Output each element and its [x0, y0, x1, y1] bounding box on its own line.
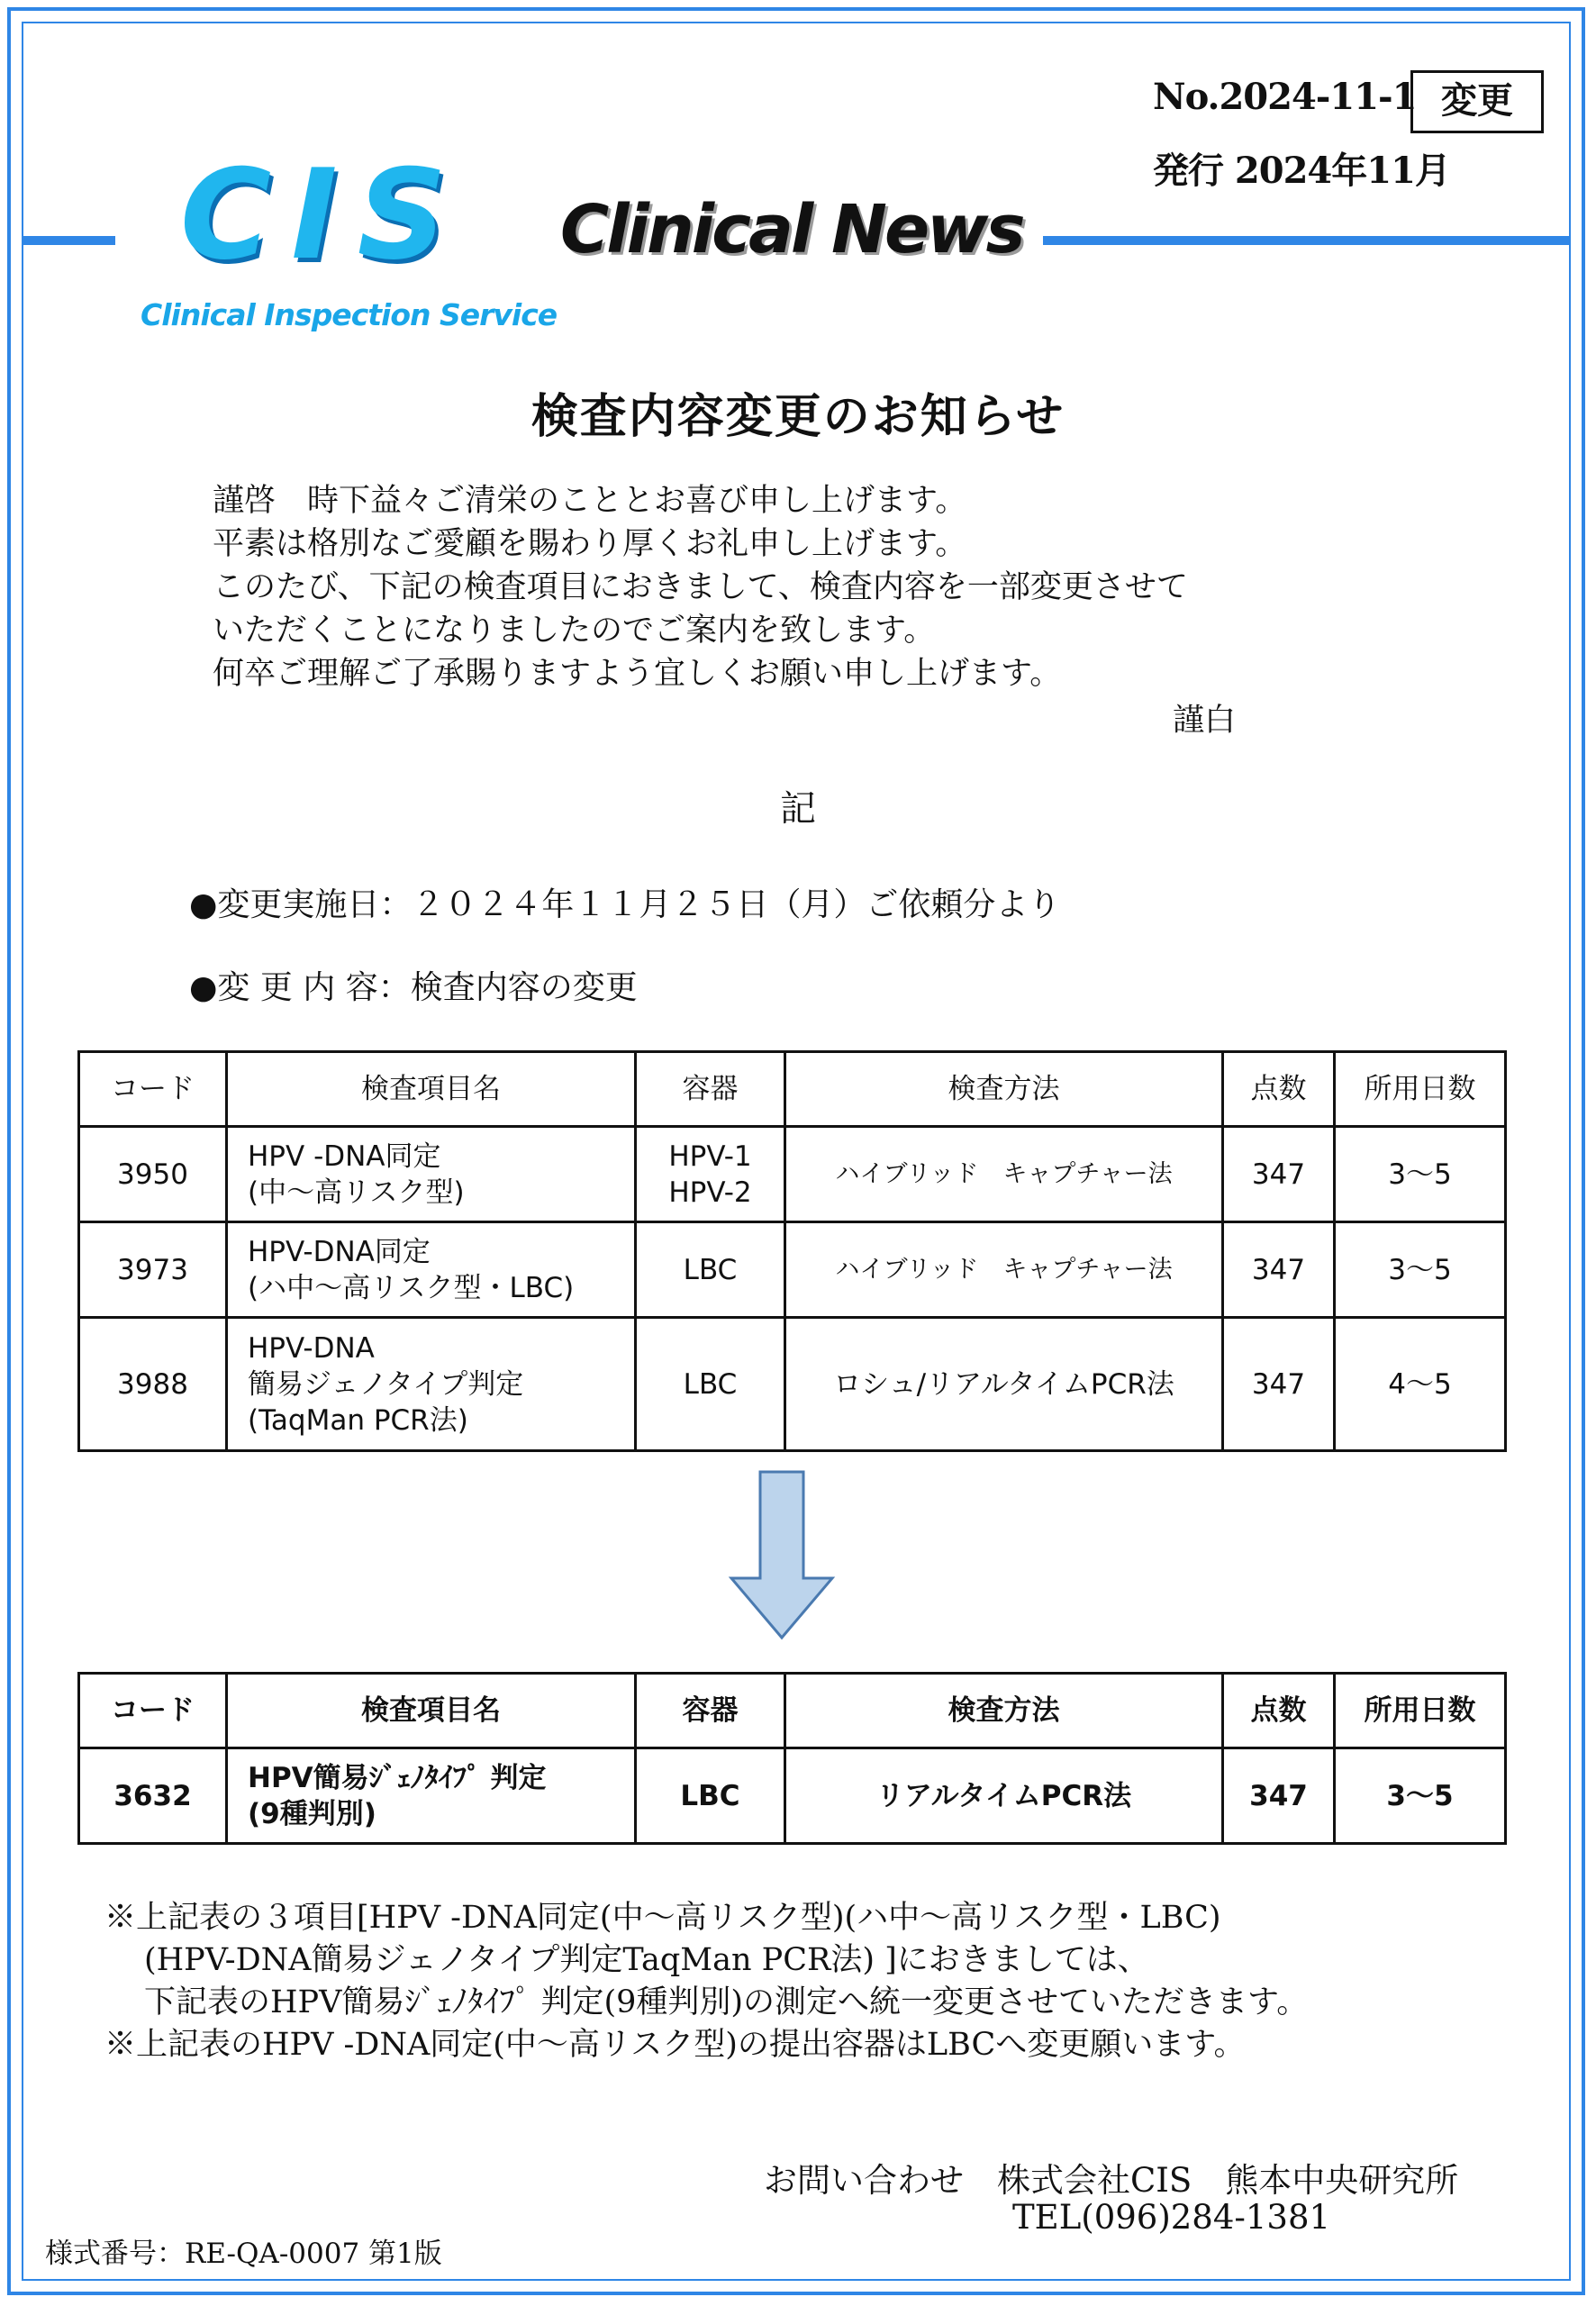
days-cell: 4～5	[1335, 1318, 1506, 1451]
closing-word: 謹白	[1173, 703, 1237, 739]
method-cell: リアルタイムPCR法	[785, 1748, 1223, 1844]
issue-date: 発行 2024年11月	[1153, 150, 1450, 192]
points-cell: 347	[1223, 1748, 1335, 1844]
test-name-cell	[227, 1222, 636, 1318]
change-content: ●変 更 内 容：検査内容の変更	[189, 969, 638, 1006]
test-name-line: HPV -DNA同定	[248, 1139, 441, 1173]
table-row	[79, 1748, 1506, 1844]
container-cell: LBC	[636, 1748, 785, 1844]
container-cell: LBC	[636, 1318, 785, 1451]
header-rule-left	[22, 236, 115, 245]
test-name-line: HPV-DNA	[248, 1331, 375, 1365]
method-cell: ハイブリッド キャプチャー法	[785, 1127, 1223, 1222]
column-header: コード	[79, 1674, 227, 1748]
table-row	[79, 1127, 1506, 1222]
note-line: ※上記表の３項目[HPV -DNA同定(中～高リスク型)(ハ中～高リスク型・LBC)	[104, 1900, 1221, 1936]
table-row	[79, 1318, 1506, 1451]
note-line: ※上記表のHPV -DNA同定(中～高リスク型)の提出容器はLBCへ変更願います。	[104, 2027, 1246, 2063]
test-name-line: 簡易ジェノタイプ判定	[248, 1367, 524, 1401]
points-cell: 347	[1223, 1127, 1335, 1222]
cis-logo: CIS	[180, 142, 467, 287]
greeting-line: 平素は格別なご愛顧を賜わり厚くお礼申し上げます。	[213, 526, 967, 562]
code-cell: 3950	[79, 1127, 227, 1222]
code-cell: 3973	[79, 1222, 227, 1318]
column-header: 点数	[1223, 1674, 1335, 1748]
test-name-cell	[227, 1318, 636, 1451]
notice-heading: 検査内容変更のお知らせ	[530, 389, 1066, 444]
table-header-row	[79, 1674, 1506, 1748]
test-name-line: (ハ中～高リスク型・LBC)	[248, 1271, 575, 1304]
method-cell: ロシュ/リアルタイムPCR法	[785, 1318, 1223, 1451]
test-name-line: (中～高リスク型)	[248, 1176, 465, 1209]
points-cell: 347	[1223, 1222, 1335, 1318]
old-tests-table	[77, 1050, 1507, 1452]
days-cell: 3～5	[1335, 1748, 1506, 1844]
test-name-cell	[227, 1748, 636, 1844]
points-cell: 347	[1223, 1318, 1335, 1451]
column-header: 容器	[636, 1052, 785, 1127]
code-cell: 3988	[79, 1318, 227, 1451]
column-header: 検査方法	[785, 1674, 1223, 1748]
column-header: 容器	[636, 1674, 785, 1748]
container-cell: LBC	[636, 1222, 785, 1318]
down-arrow-icon	[728, 1470, 836, 1641]
ki-mark: 記	[780, 788, 816, 830]
column-header: 所用日数	[1335, 1052, 1506, 1127]
test-name-line: HPV簡易ｼﾞｪﾉﾀｲﾌﾟ 判定	[248, 1761, 547, 1794]
contact-info: お問い合わせ 株式会社CIS 熊本中央研究所	[764, 2161, 1459, 2200]
greeting-line: 謹啓 時下益々ご清栄のこととお喜び申し上げます。	[213, 483, 967, 519]
container-cell	[636, 1127, 785, 1222]
new-tests-table	[77, 1672, 1507, 1845]
method-cell: ハイブリッド キャプチャー法	[785, 1222, 1223, 1318]
note-line: 下記表のHPV簡易ｼﾞｪﾉﾀｲﾌﾟ 判定(9種判別)の測定へ統一変更させていただきます。	[144, 1984, 1309, 2020]
greeting-line: 何卒ご理解ご了承賜りますよう宜しくお願い申し上げます。	[213, 656, 1062, 692]
telephone-number: TEL(096)284-1381	[1012, 2198, 1331, 2237]
column-header: 検査方法	[785, 1052, 1223, 1127]
test-name-cell	[227, 1127, 636, 1222]
newsletter-title: Clinical News	[560, 191, 1023, 268]
greeting-line: このたび、下記の検査項目におきまして、検査内容を一部変更させて	[213, 569, 1188, 605]
column-header: 所用日数	[1335, 1674, 1506, 1748]
notes-section	[104, 1897, 1308, 2066]
test-name-line: (TaqMan PCR法)	[248, 1403, 468, 1437]
logo-subtitle: Clinical Inspection Service	[141, 297, 558, 332]
container-line: HPV-2	[668, 1176, 752, 1209]
column-header: コード	[79, 1052, 227, 1127]
days-cell: 3～5	[1335, 1222, 1506, 1318]
greeting-line: いただくことになりましたのでご案内を致します。	[213, 613, 936, 649]
container-line: HPV-1	[668, 1139, 752, 1173]
greeting-paragraph	[213, 479, 1188, 695]
document-number: No.2024-11-1	[1153, 76, 1417, 118]
test-name-line: HPV-DNA同定	[248, 1235, 431, 1268]
note-line: (HPV-DNA簡易ジェノタイプ判定TaqMan PCR法) ]におきましては、	[144, 1942, 1149, 1978]
days-cell: 3～5	[1335, 1127, 1506, 1222]
code-cell: 3632	[79, 1748, 227, 1844]
column-header: 検査項目名	[227, 1674, 636, 1748]
test-name-line: (9種判別)	[248, 1797, 376, 1830]
column-header: 検査項目名	[227, 1052, 636, 1127]
header-rule-right	[1043, 236, 1571, 245]
table-row	[79, 1222, 1506, 1318]
change-badge: 変更	[1410, 70, 1544, 133]
effective-date: ●変更実施日：２０２４年１１月２５日（月）ご依頼分より	[189, 886, 1061, 923]
table-header-row	[79, 1052, 1506, 1127]
form-number: 様式番号：RE-QA-0007 第1版	[45, 2238, 442, 2270]
column-header: 点数	[1223, 1052, 1335, 1127]
